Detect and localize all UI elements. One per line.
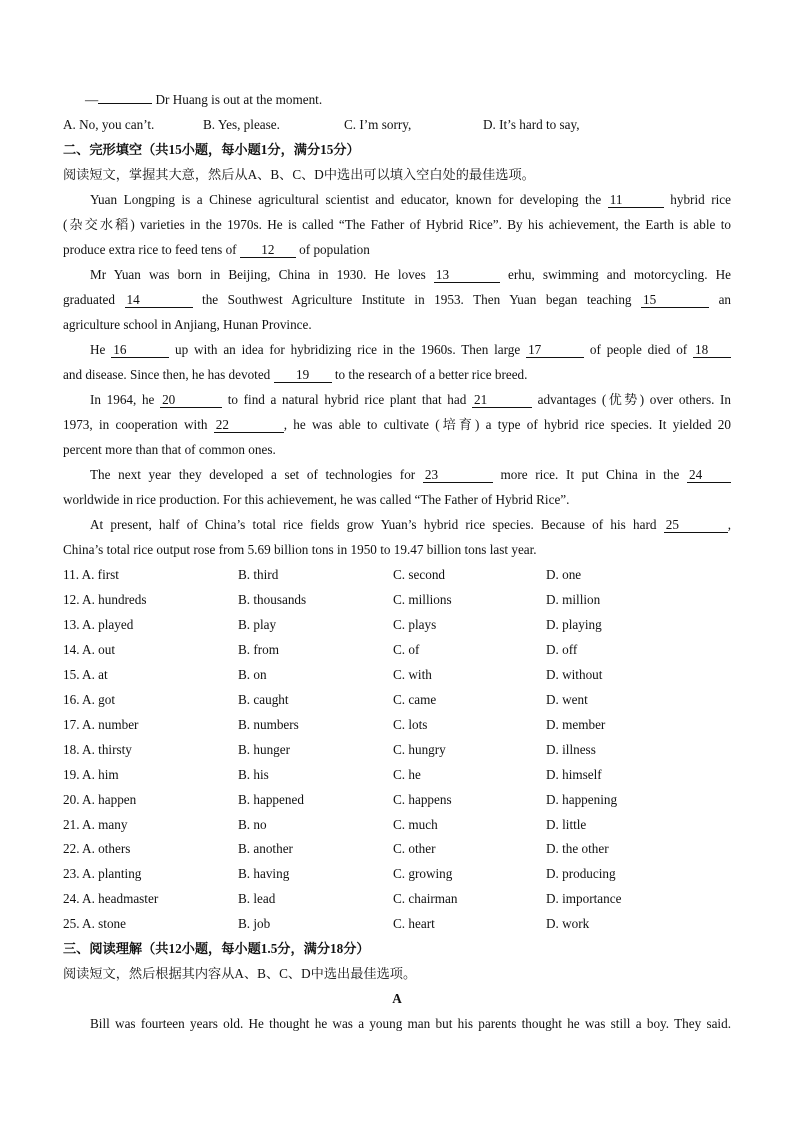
blank-24[interactable]: 24 xyxy=(687,467,731,483)
option-d[interactable]: D. the other xyxy=(546,841,609,857)
option-d[interactable]: D. happening xyxy=(546,791,618,807)
option-a[interactable]: 15. A. at xyxy=(63,666,108,682)
passage-line: produce extra rice to feed tens of 12 of population xyxy=(63,242,370,257)
passage-line: 1973, in cooperation with 22 , he was able to cultivate (培育) a type of hybrid rice species. It yielded 20 xyxy=(63,417,731,432)
passage-label: A xyxy=(392,991,402,1006)
option-d[interactable]: D. went xyxy=(546,691,588,707)
option-d[interactable]: D. little xyxy=(546,816,587,832)
passage-line: China’s total rice output rose from 5.69 billion tons in 1950 to 19.47 billion tons last year. xyxy=(63,542,537,557)
option-c[interactable]: C. I’m sorry, xyxy=(344,117,412,132)
blank-18[interactable]: 18 xyxy=(693,342,731,358)
option-d[interactable]: D. million xyxy=(546,591,601,607)
option-c[interactable]: C. other xyxy=(393,841,436,857)
option-d[interactable]: D. himself xyxy=(546,766,602,782)
option-d[interactable]: D. one xyxy=(546,567,582,582)
option-c[interactable]: C. with xyxy=(393,666,432,682)
option-c[interactable]: C. chairman xyxy=(393,891,458,907)
option-b[interactable]: B. numbers xyxy=(238,716,299,732)
option-b[interactable]: B. hunger xyxy=(238,741,291,757)
option-a[interactable]: 18. A. thirsty xyxy=(63,741,132,757)
option-b[interactable]: B. no xyxy=(238,816,267,832)
blank-19[interactable]: 19 xyxy=(274,367,332,383)
option-a[interactable]: 14. A. out xyxy=(63,641,116,657)
blank-14[interactable]: 14 xyxy=(125,292,193,308)
option-c[interactable]: C. came xyxy=(393,691,437,707)
passage-line: and disease. Since then, he has devoted 19 to the research of a better rice breed. xyxy=(63,367,528,382)
option-d[interactable]: D. off xyxy=(546,641,578,657)
option-c[interactable]: C. plays xyxy=(393,616,437,632)
option-b[interactable]: B. happened xyxy=(238,791,304,807)
option-b[interactable]: B. thousands xyxy=(238,591,307,607)
passage-line: He 16 up with an idea for hybridizing rice in the 1960s. Then large 17 of people died of 18 xyxy=(90,340,731,360)
blank-11[interactable]: 11 xyxy=(608,192,664,208)
blank-20[interactable]: 20 xyxy=(160,392,222,408)
passage-line: agriculture school in Anjiang, Hunan Province. xyxy=(63,317,312,332)
passage-line: percent more than that of common ones. xyxy=(63,442,276,457)
blank-21[interactable]: 21 xyxy=(472,392,532,408)
option-c[interactable]: C. growing xyxy=(393,866,453,882)
option-a[interactable]: A. No, you can’t. xyxy=(63,117,155,132)
option-a[interactable]: 25. A. stone xyxy=(63,916,127,932)
option-d[interactable]: D. illness xyxy=(546,741,596,757)
passage-line: Yuan Longping is a Chinese agricultural scientist and educator, known for developing the 11 hybrid rice xyxy=(90,192,731,207)
option-b[interactable]: B. Yes, please. xyxy=(203,117,280,132)
option-c[interactable]: C. much xyxy=(393,816,438,832)
option-a[interactable]: 17. A. number xyxy=(63,716,139,732)
option-c[interactable]: C. second xyxy=(393,567,446,582)
option-d[interactable]: D. work xyxy=(546,916,590,932)
option-b[interactable]: B. having xyxy=(238,866,290,882)
blank-17[interactable]: 17 xyxy=(526,342,584,358)
section-title: 二、完形填空（共15小题，每小题1分，满分15分） xyxy=(63,142,360,157)
option-c[interactable]: C. heart xyxy=(393,916,435,932)
option-a[interactable]: 21. A. many xyxy=(63,816,128,832)
blank-22[interactable]: 22 xyxy=(214,417,284,433)
blank-12[interactable]: 12 xyxy=(240,242,296,258)
option-a[interactable]: 12. A. hundreds xyxy=(63,591,147,607)
option-d[interactable]: D. without xyxy=(546,666,603,682)
passage-line: (杂交水稻) varieties in the 1970s. He is called “The Father of Hybrid Rice”. By his achievement, the Earth is able to xyxy=(63,217,731,232)
option-c[interactable]: C. millions xyxy=(393,591,452,607)
option-a[interactable]: 22. A. others xyxy=(63,841,131,857)
option-b[interactable]: B. another xyxy=(238,841,293,857)
blank-16[interactable]: 16 xyxy=(111,342,169,358)
option-a[interactable]: 16. A. got xyxy=(63,691,116,707)
blank-25[interactable]: 25 xyxy=(664,517,728,533)
option-b[interactable]: B. on xyxy=(238,666,267,682)
option-d[interactable]: D. playing xyxy=(546,616,602,632)
option-c[interactable]: C. lots xyxy=(393,716,428,732)
option-d[interactable]: D. It’s hard to say, xyxy=(483,117,580,132)
option-a[interactable]: 23. A. planting xyxy=(63,866,142,882)
option-a[interactable]: 24. A. headmaster xyxy=(63,891,159,907)
blank-13[interactable]: 13 xyxy=(434,267,500,283)
option-b[interactable]: B. lead xyxy=(238,891,276,907)
option-b[interactable]: B. from xyxy=(238,641,280,657)
passage-line: Bill was fourteen years old. He thought he was a young man but his parents thought he was still a boy. They said. xyxy=(90,1016,731,1031)
q10-dialogue: — Dr Huang is out at the moment. xyxy=(85,92,323,107)
option-c[interactable]: C. hungry xyxy=(393,741,446,757)
passage-line: At present, half of China’s total rice fields grow Yuan’s hybrid rice species. Because of his hard 25 , xyxy=(90,517,732,532)
option-b[interactable]: B. his xyxy=(238,766,269,782)
section-instruction: 阅读短文，然后根据其内容从A、B、C、D中选出最佳选项。 xyxy=(63,966,417,981)
option-c[interactable]: C. of xyxy=(393,641,420,657)
option-b[interactable]: B. caught xyxy=(238,691,289,707)
option-a[interactable]: 13. A. played xyxy=(63,616,134,632)
option-a[interactable]: 19. A. him xyxy=(63,766,119,782)
option-b[interactable]: B. job xyxy=(238,916,271,932)
passage-line: The next year they developed a set of technologies for 23 more rice. It put China in the 24 xyxy=(90,465,731,485)
blank-15[interactable]: 15 xyxy=(641,292,709,308)
passage-line: Mr Yuan was born in Beijing, China in 1930. He loves 13 erhu, swimming and motorcycling. He xyxy=(90,267,732,282)
passage-line: In 1964, he 20 to find a natural hybrid rice plant that had 21 advantages (优势) over others. In xyxy=(90,392,732,407)
option-c[interactable]: C. he xyxy=(393,766,421,782)
option-d[interactable]: D. member xyxy=(546,716,606,732)
option-a[interactable]: 20. A. happen xyxy=(63,791,137,807)
section-instruction: 阅读短文，掌握其大意，然后从A、B、C、D中选出可以填入空白处的最佳选项。 xyxy=(63,167,535,182)
section-title: 三、阅读理解（共12小题，每小题1.5分，满分18分） xyxy=(63,941,370,956)
option-b[interactable]: B. play xyxy=(238,616,277,632)
option-b[interactable]: B. third xyxy=(238,567,279,582)
option-d[interactable]: D. producing xyxy=(546,866,616,882)
answer-blank[interactable] xyxy=(98,103,152,104)
passage-line: worldwide in rice production. For this achievement, he was called “The Father of Hybrid Rice”. xyxy=(63,492,570,507)
passage-line: graduated 14 the Southwest Agriculture Institute in 1953. Then Yuan began teaching 15 an xyxy=(63,292,732,307)
option-c[interactable]: C. happens xyxy=(393,791,452,807)
option-a[interactable]: 11. A. first xyxy=(63,567,119,582)
option-d[interactable]: D. importance xyxy=(546,891,622,907)
blank-23[interactable]: 23 xyxy=(423,467,493,483)
